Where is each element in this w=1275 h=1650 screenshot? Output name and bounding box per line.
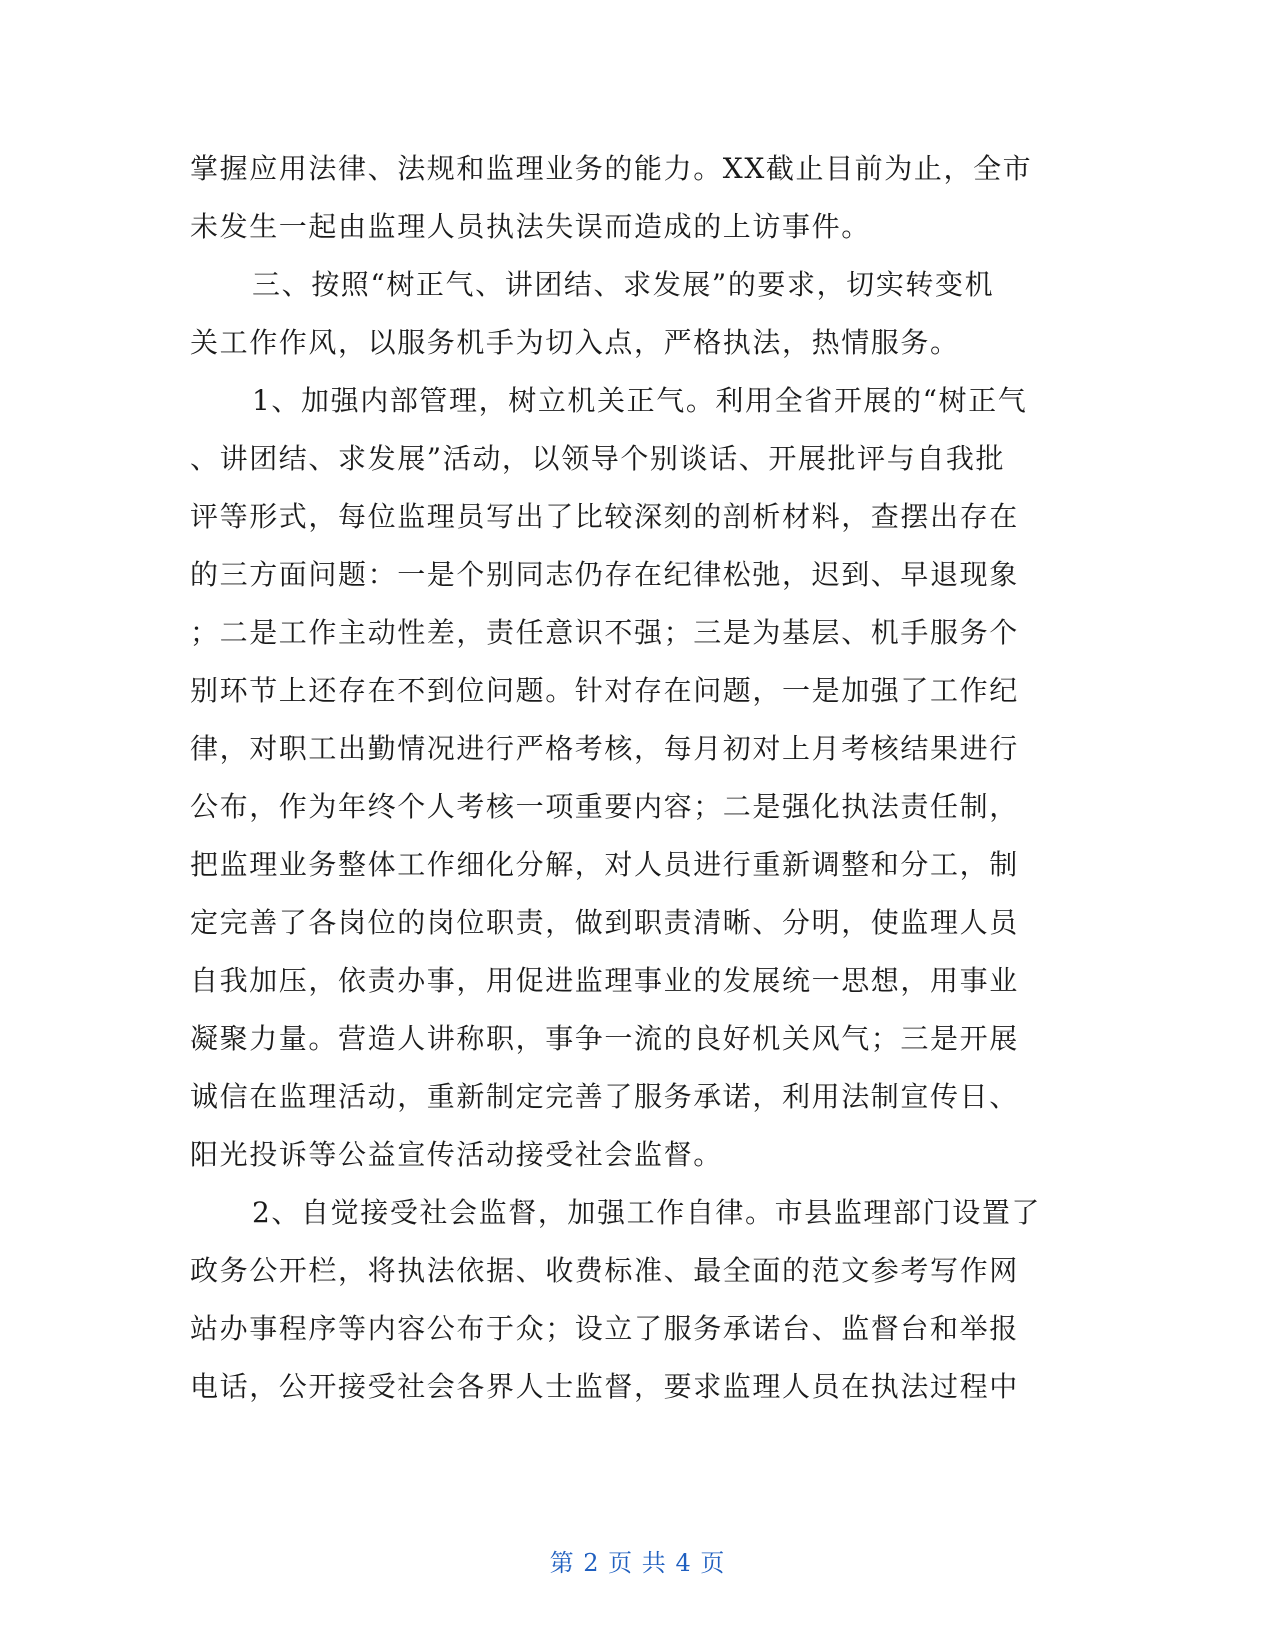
paragraph — [190, 140, 1090, 256]
page-number-footer: 第 2 页 共 4 页 — [549, 1549, 726, 1577]
text-line: 政务公开栏，将执法依据、收费标准、最全面的范文参考写作网 — [190, 1254, 1019, 1287]
text-line: 阳光投诉等公益宣传活动接受社会监督。 — [190, 1138, 723, 1171]
text-line: 、讲团结、求发展”活动，以领导个别谈话、开展批评与自我批 — [190, 442, 1006, 475]
text-line: 三、按照“树正气、讲团结、求发展”的要求，切实转变机 — [252, 268, 995, 301]
paragraph — [190, 1184, 1090, 1416]
text-line: 站办事程序等内容公布于众；设立了服务承诺台、监督台和举报 — [190, 1312, 1019, 1345]
text-line: 评等形式，每位监理员写出了比较深刻的剖析材料，查摆出存在 — [190, 500, 1019, 533]
text-line: 1、加强内部管理，树立机关正气。利用全省开展的“树正气 — [252, 384, 1028, 417]
text-line: 掌握应用法律、法规和监理业务的能力。XX截止目前为止，全市 — [190, 152, 1033, 185]
text-line: 律，对职工出勤情况进行严格考核，每月初对上月考核结果进行 — [190, 732, 1019, 765]
text-line: 凝聚力量。营造人讲称职，事争一流的良好机关风气；三是开展 — [190, 1022, 1019, 1055]
text-line: 的三方面问题：一是个别同志仍存在纪律松弛，迟到、早退现象 — [190, 558, 1019, 591]
text-line: 公布，作为年终个人考核一项重要内容；二是强化执法责任制， — [190, 790, 1019, 823]
text-line: 别环节上还存在不到位问题。针对存在问题，一是加强了工作纪 — [190, 674, 1019, 707]
text-line: 未发生一起由监理人员执法失误而造成的上访事件。 — [190, 210, 871, 243]
text-line: 2、自觉接受社会监督，加强工作自律。市县监理部门设置了 — [252, 1196, 1042, 1229]
text-line: ；二是工作主动性差，责任意识不强；三是为基层、机手服务个 — [190, 616, 1019, 649]
paragraph — [190, 372, 1090, 1184]
text-line: 关工作作风，以服务机手为切入点，严格执法，热情服务。 — [190, 326, 960, 359]
paragraph — [190, 256, 1090, 372]
text-line: 定完善了各岗位的岗位职责，做到职责清晰、分明，使监理人员 — [190, 906, 1019, 939]
text-line: 电话，公开接受社会各界人士监督，要求监理人员在执法过程中 — [190, 1370, 1019, 1403]
document-body — [190, 140, 1090, 1416]
text-line: 诚信在监理活动，重新制定完善了服务承诺，利用法制宣传日、 — [190, 1080, 1019, 1113]
text-line: 自我加压，依责办事，用促进监理事业的发展统一思想，用事业 — [190, 964, 1019, 997]
text-line: 把监理业务整体工作细化分解，对人员进行重新调整和分工，制 — [190, 848, 1019, 881]
